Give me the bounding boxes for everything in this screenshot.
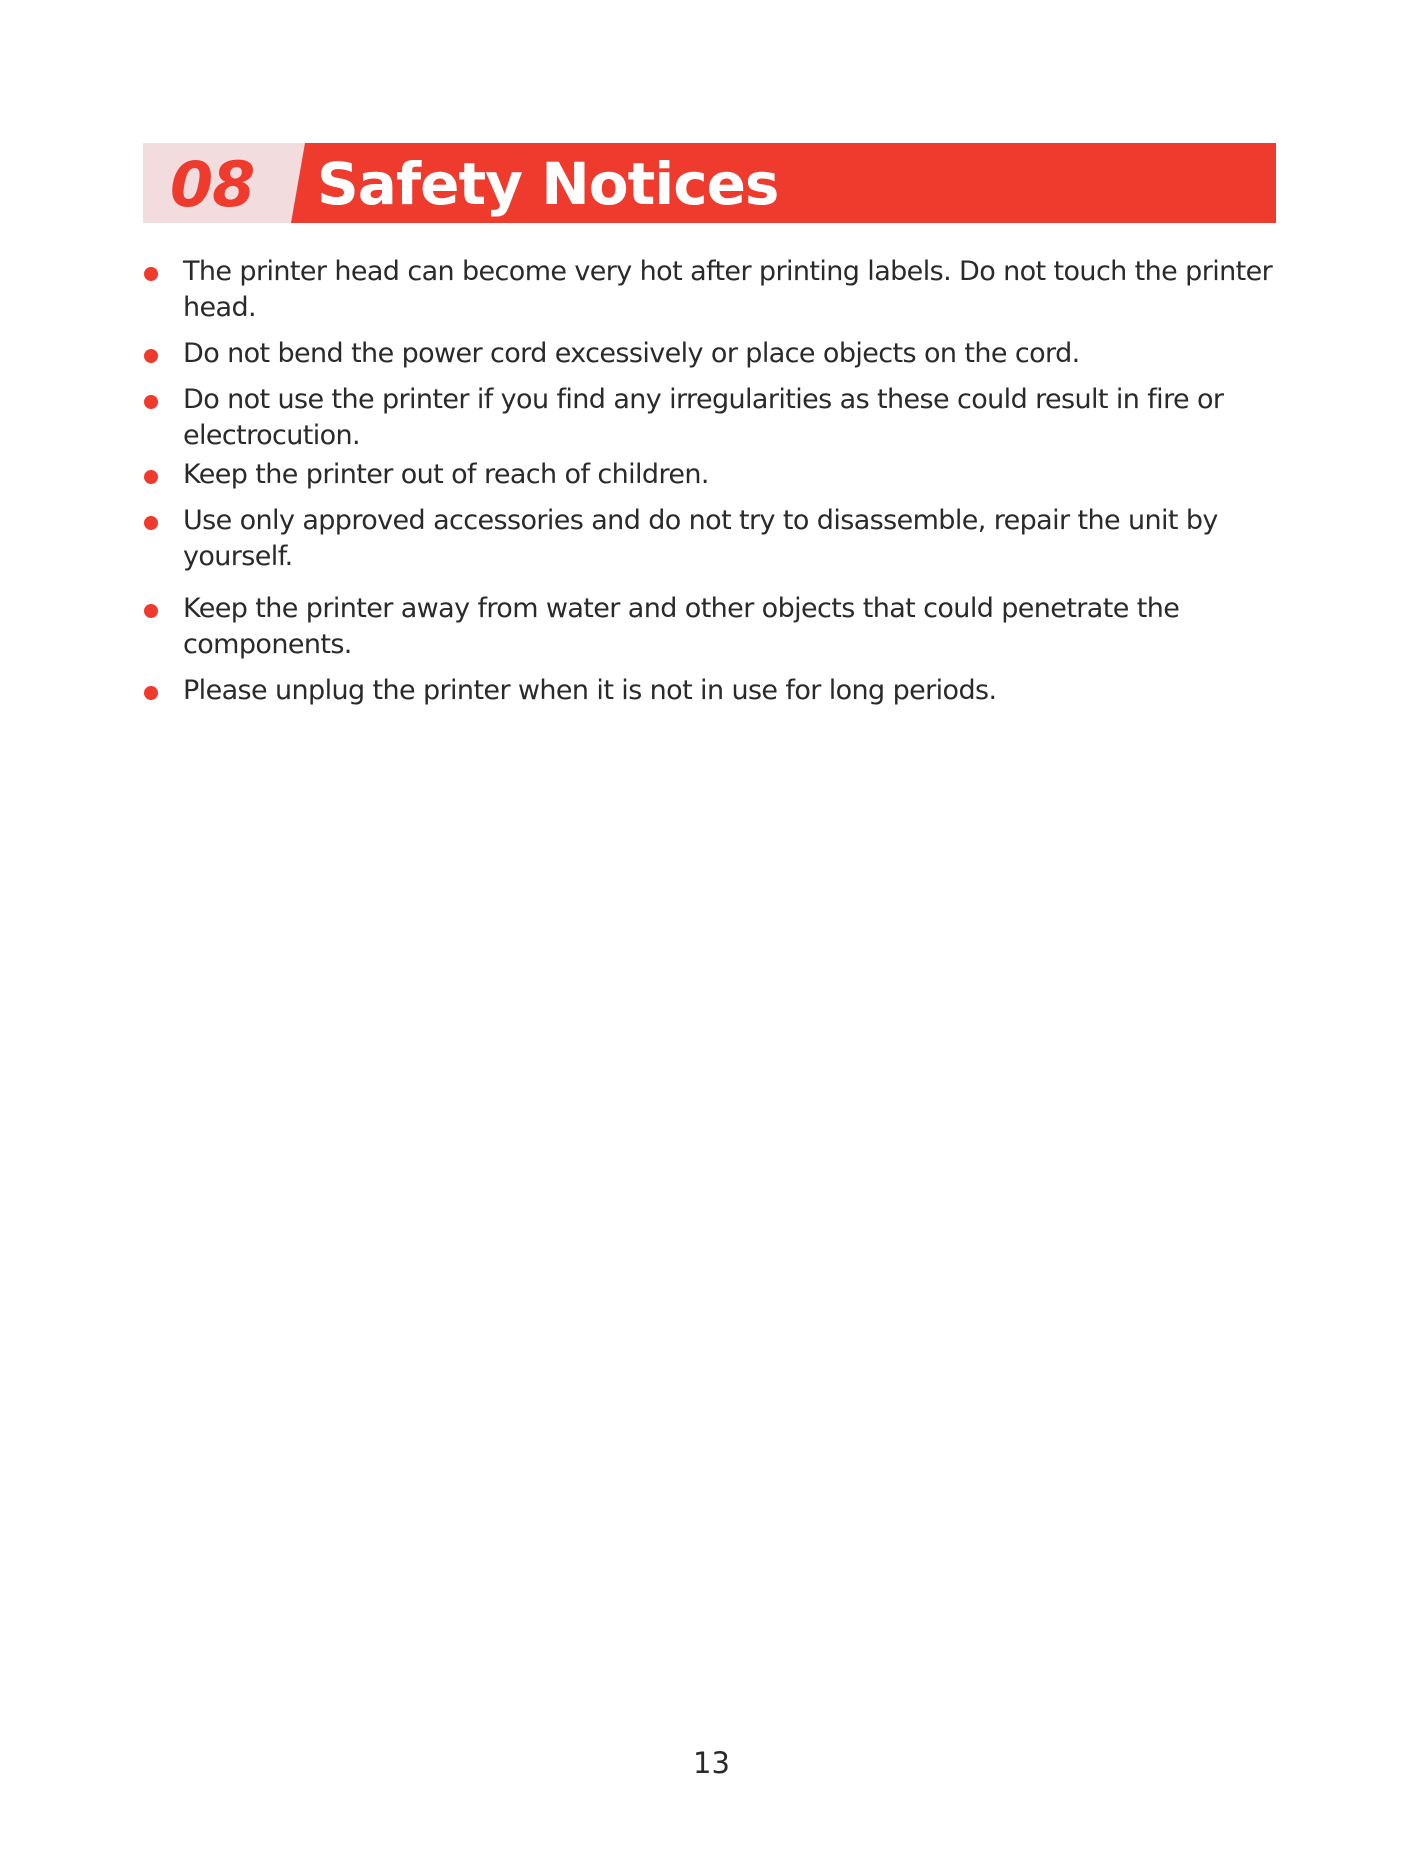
bullet-dot-icon xyxy=(144,516,158,530)
safety-notice-list xyxy=(143,254,1293,709)
safety-notice-item xyxy=(143,503,1293,575)
safety-notice-item xyxy=(143,591,1293,663)
bullet-dot-icon xyxy=(144,395,158,409)
bullet-dot-icon xyxy=(144,604,158,618)
bullet-dot-icon xyxy=(144,470,158,484)
safety-notice-text: Do not bend the power cord excessively or place objects on the cord. xyxy=(183,338,1080,369)
safety-notice-text: Use only approved accessories and do not try to disassemble, repair the unit by yourself. xyxy=(183,505,1218,572)
safety-notice-text: The printer head can become very hot after printing labels. Do not touch the printer head. xyxy=(183,256,1273,323)
page-number: 13 xyxy=(693,1746,730,1780)
safety-notice-text: Keep the printer out of reach of children. xyxy=(183,459,709,490)
safety-notice-text: Do not use the printer if you find any irregularities as these could result in fire or electrocution. xyxy=(183,384,1224,451)
bullet-dot-icon xyxy=(144,686,158,700)
safety-notice-text: Please unplug the printer when it is not in use for long periods. xyxy=(183,675,997,706)
safety-notice-item xyxy=(143,382,1293,454)
safety-notice-item xyxy=(143,457,1293,493)
section-number: 08 xyxy=(170,148,255,221)
bullet-dot-icon xyxy=(144,349,158,363)
bullet-dot-icon xyxy=(144,267,158,281)
section-title: Safety Notices xyxy=(317,150,779,218)
section-header xyxy=(143,143,1276,223)
safety-notice-text: Keep the printer away from water and other objects that could penetrate the components. xyxy=(183,593,1180,660)
safety-notice-item xyxy=(143,254,1293,326)
safety-notice-item xyxy=(143,336,1293,372)
safety-notice-item xyxy=(143,673,1293,709)
